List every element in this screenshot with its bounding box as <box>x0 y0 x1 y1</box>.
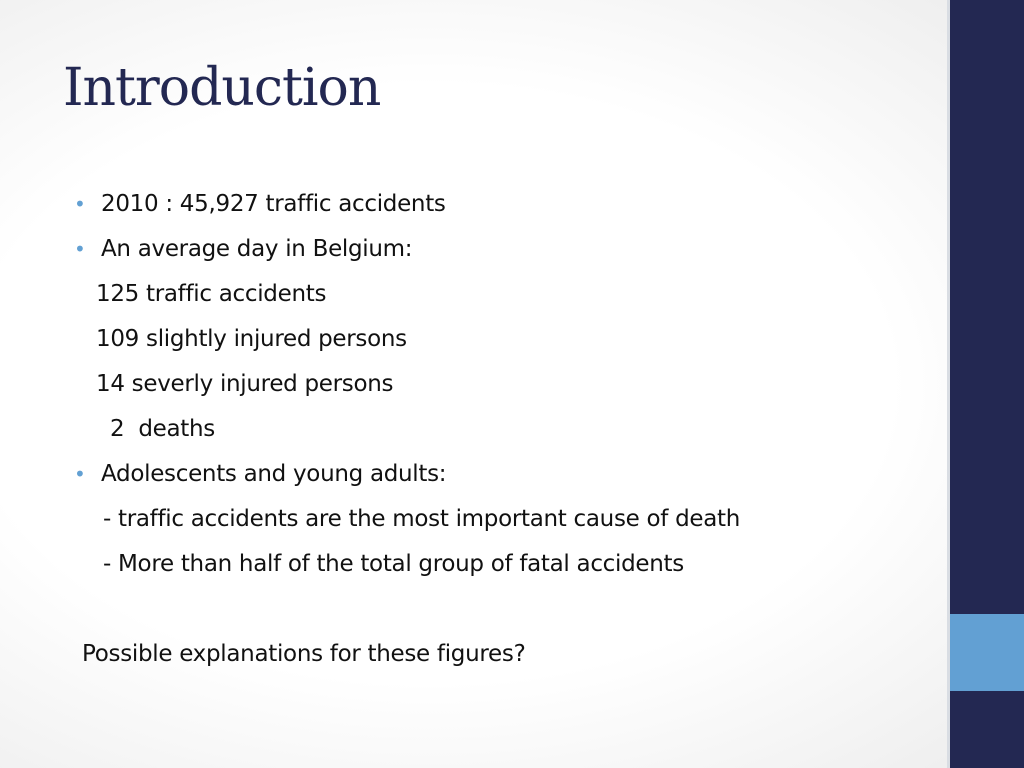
bullet-item-3: Adolescents and young adults: <box>101 461 447 487</box>
bullet-dot-icon: • <box>74 462 86 486</box>
bullet-item-2: An average day in Belgium: <box>101 236 413 262</box>
stat-deaths: 2 deaths <box>110 416 215 442</box>
slide-title: Introduction <box>63 58 381 118</box>
bullet-dot-icon: • <box>74 192 86 216</box>
bullet-item-1: 2010 : 45,927 traffic accidents <box>101 191 446 217</box>
bullet-dot-icon: • <box>74 237 86 261</box>
stat-slightly-injured: 109 slightly injured persons <box>96 326 407 352</box>
sub-point-cause-of-death: - traffic accidents are the most important cause of death <box>103 506 741 532</box>
right-sidebar-band <box>947 0 1024 768</box>
discussion-question: Possible explanations for these figures? <box>82 641 526 667</box>
stat-severely-injured: 14 severly injured persons <box>96 371 394 397</box>
stat-traffic-accidents: 125 traffic accidents <box>96 281 327 307</box>
sidebar-accent-block <box>950 614 1024 691</box>
sub-point-fatal-accidents: - More than half of the total group of fatal accidents <box>103 551 684 577</box>
